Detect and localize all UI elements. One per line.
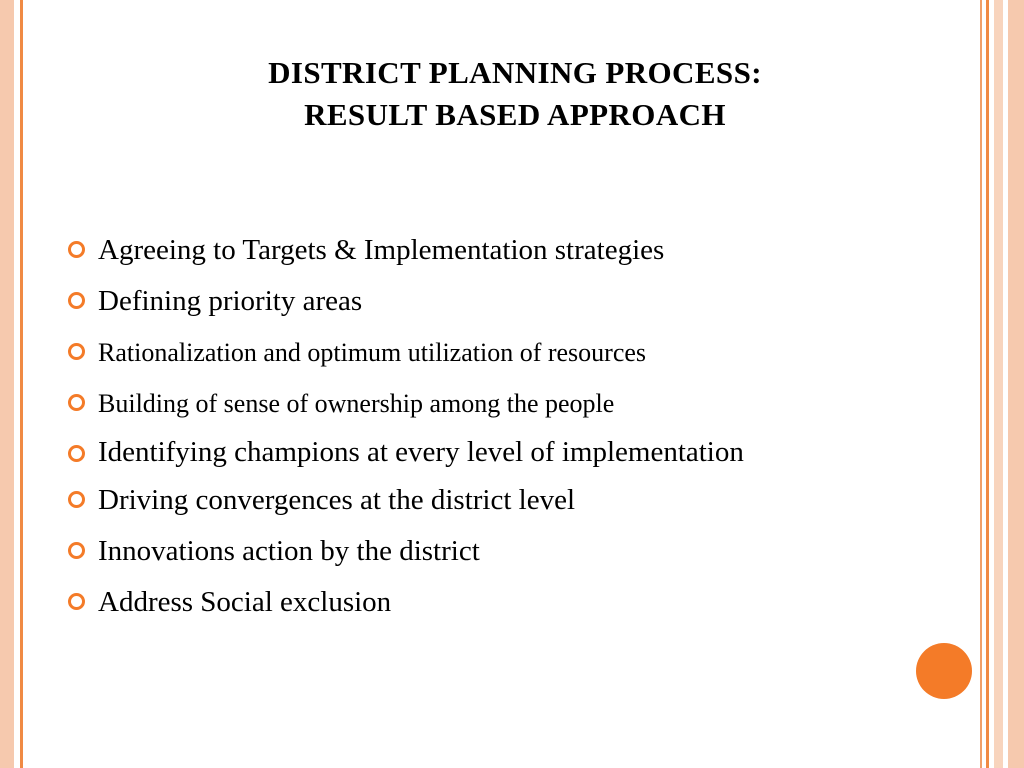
bullet-ring-icon <box>68 279 98 309</box>
right-stripe-5 <box>986 0 989 768</box>
right-stripe-7 <box>980 0 982 768</box>
bullet-ring-icon <box>68 478 98 508</box>
left-border-stripe-outer <box>0 0 14 768</box>
list-item-label: Address Social exclusion <box>98 586 392 618</box>
list-item <box>68 580 948 625</box>
slide-title-line-1: DISTRICT PLANNING PROCESS: <box>268 55 762 90</box>
left-border-accent-line <box>20 0 23 768</box>
right-border-band <box>974 0 1024 768</box>
list-item-label: Building of sense of ownership among the people <box>98 389 615 418</box>
bullet-ring-icon <box>68 432 98 462</box>
list-item <box>68 478 948 523</box>
slide-title <box>120 52 910 136</box>
bullet-list <box>68 228 948 631</box>
list-item-label: Defining priority areas <box>98 285 363 317</box>
list-item <box>68 529 948 574</box>
right-stripe-6 <box>982 0 986 768</box>
list-item-label: Identifying champions at every level of implementation <box>98 436 744 468</box>
list-item-label: Innovations action by the district <box>98 535 480 567</box>
bullet-ring-icon <box>68 580 98 610</box>
decorative-circle <box>916 643 972 699</box>
bullet-ring-icon <box>68 529 98 559</box>
bullet-ring-icon <box>68 228 98 258</box>
list-item <box>68 432 948 472</box>
list-item <box>68 381 948 426</box>
list-item-label: Rationalization and optimum utilization of resources <box>98 338 647 367</box>
right-stripe-1 <box>1008 0 1024 768</box>
list-item <box>68 330 948 375</box>
bullet-ring-icon <box>68 381 98 411</box>
list-item-label: Driving convergences at the district level <box>98 484 575 516</box>
slide-title-line-2: RESULT BASED APPROACH <box>304 97 726 132</box>
right-stripe-4 <box>989 0 994 768</box>
list-item <box>68 228 948 273</box>
bullet-ring-icon <box>68 330 98 360</box>
list-item-label: Agreeing to Targets & Implementation strategies <box>98 234 665 266</box>
right-stripe-2 <box>1003 0 1008 768</box>
list-item <box>68 279 948 324</box>
right-stripe-3 <box>994 0 1003 768</box>
